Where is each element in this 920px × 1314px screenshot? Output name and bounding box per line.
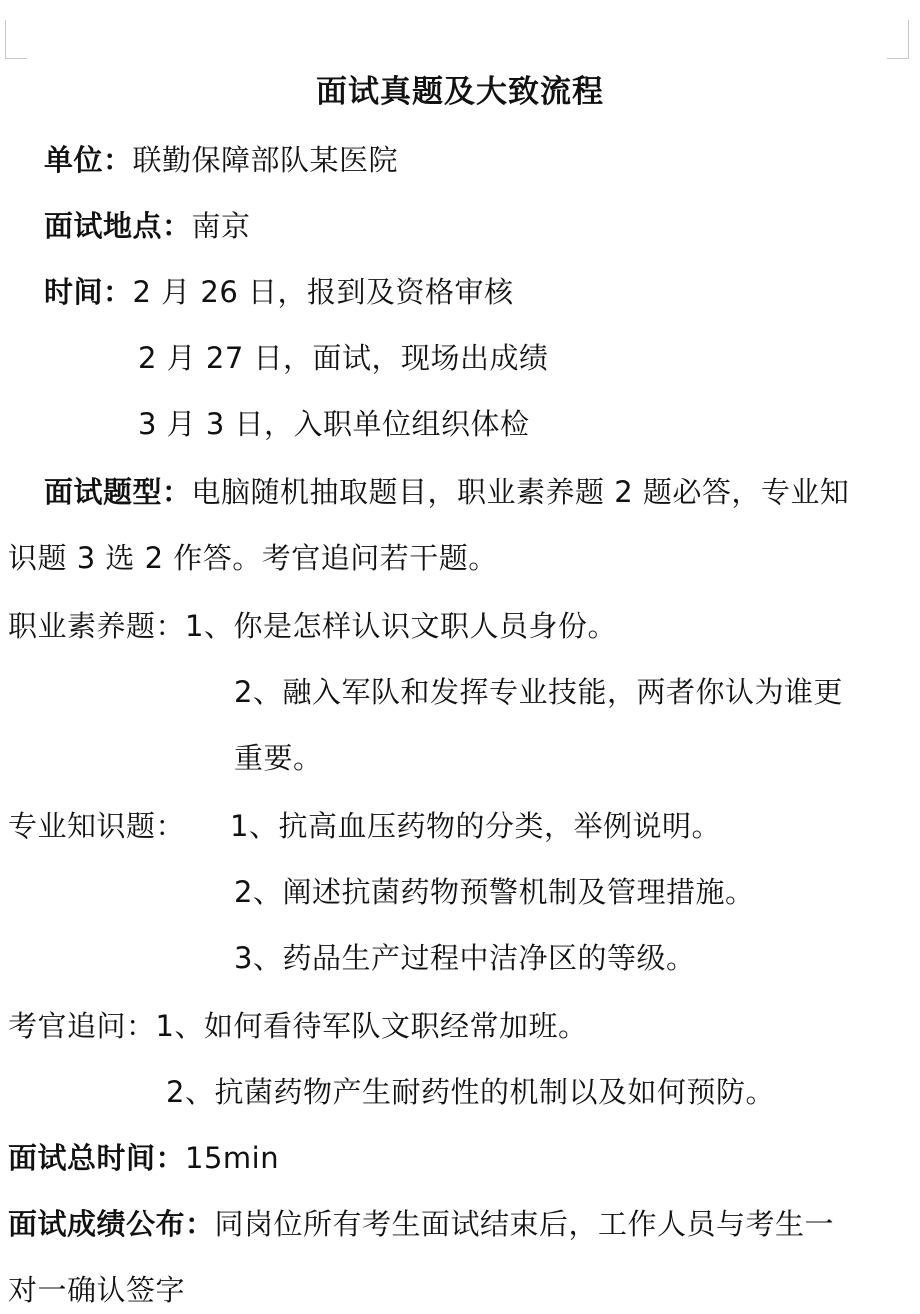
followup-label: 考官追问： <box>8 1009 156 1043</box>
professional-quality-line-1 <box>8 608 617 644</box>
professional-knowledge-question-3: 3、药品生产过程中洁净区的等级。 <box>234 941 696 975</box>
unit-label: 单位： <box>44 143 133 177</box>
location-value: 南京 <box>191 209 251 243</box>
schedule-line-1 <box>44 274 514 310</box>
results-text: 同岗位所有考生面试结束后，工作人员与考生一 <box>214 1207 835 1241</box>
schedule-line-3: 3 月 3 日，入职单位组织体检 <box>138 407 530 441</box>
page-corner-mark-top-left <box>5 58 27 59</box>
document-title: 面试真题及大致流程 <box>316 74 604 110</box>
results-line-1 <box>8 1206 834 1242</box>
professional-quality-question: 1、你是怎样认识文职人员身份。 <box>185 609 617 643</box>
schedule-item: 2 月 26 日，报到及资格审核 <box>132 275 514 309</box>
unit-line <box>44 142 398 178</box>
results-label: 面试成绩公布： <box>8 1207 215 1241</box>
unit-value: 联勤保障部队某医院 <box>132 143 399 177</box>
results-line-2: 对一确认签字 <box>8 1273 186 1307</box>
page-corner-mark-left <box>5 20 6 58</box>
location-label: 面试地点： <box>44 209 192 243</box>
followup-question-2: 2、抗菌药物产生耐药性的机制以及如何预防。 <box>166 1075 775 1109</box>
schedule-label: 时间： <box>44 275 133 309</box>
professional-quality-label: 职业素养题： <box>8 609 186 643</box>
format-label: 面试题型： <box>44 475 192 509</box>
total-time-label: 面试总时间： <box>8 1141 186 1175</box>
page-corner-mark-right <box>908 20 909 58</box>
followup-line-1 <box>8 1008 587 1044</box>
page-corner-mark-top-right <box>887 58 909 59</box>
format-line-1 <box>44 474 849 510</box>
professional-quality-question-2-line-2: 重要。 <box>234 741 323 775</box>
followup-question: 1、如何看待军队文职经常加班。 <box>155 1009 588 1043</box>
professional-knowledge-question-2: 2、阐述抗菌药物预警机制及管理措施。 <box>234 875 755 909</box>
total-time-line <box>8 1140 279 1176</box>
total-time-value: 15min <box>185 1141 280 1175</box>
format-text: 电脑随机抽取题目，职业素养题 2 题必答，专业知 <box>191 475 850 509</box>
schedule-line-2: 2 月 27 日，面试，现场出成绩 <box>138 341 549 375</box>
location-line <box>44 208 251 244</box>
professional-knowledge-label: 专业知识题： <box>8 809 186 843</box>
professional-quality-question-2-line-1: 2、融入军队和发挥专业技能，两者你认为谁更 <box>234 675 843 709</box>
professional-knowledge-question-1: 1、抗高血压药物的分类，举例说明。 <box>230 809 721 843</box>
format-line-2: 识题 3 选 2 作答。考官追问若干题。 <box>8 541 498 575</box>
